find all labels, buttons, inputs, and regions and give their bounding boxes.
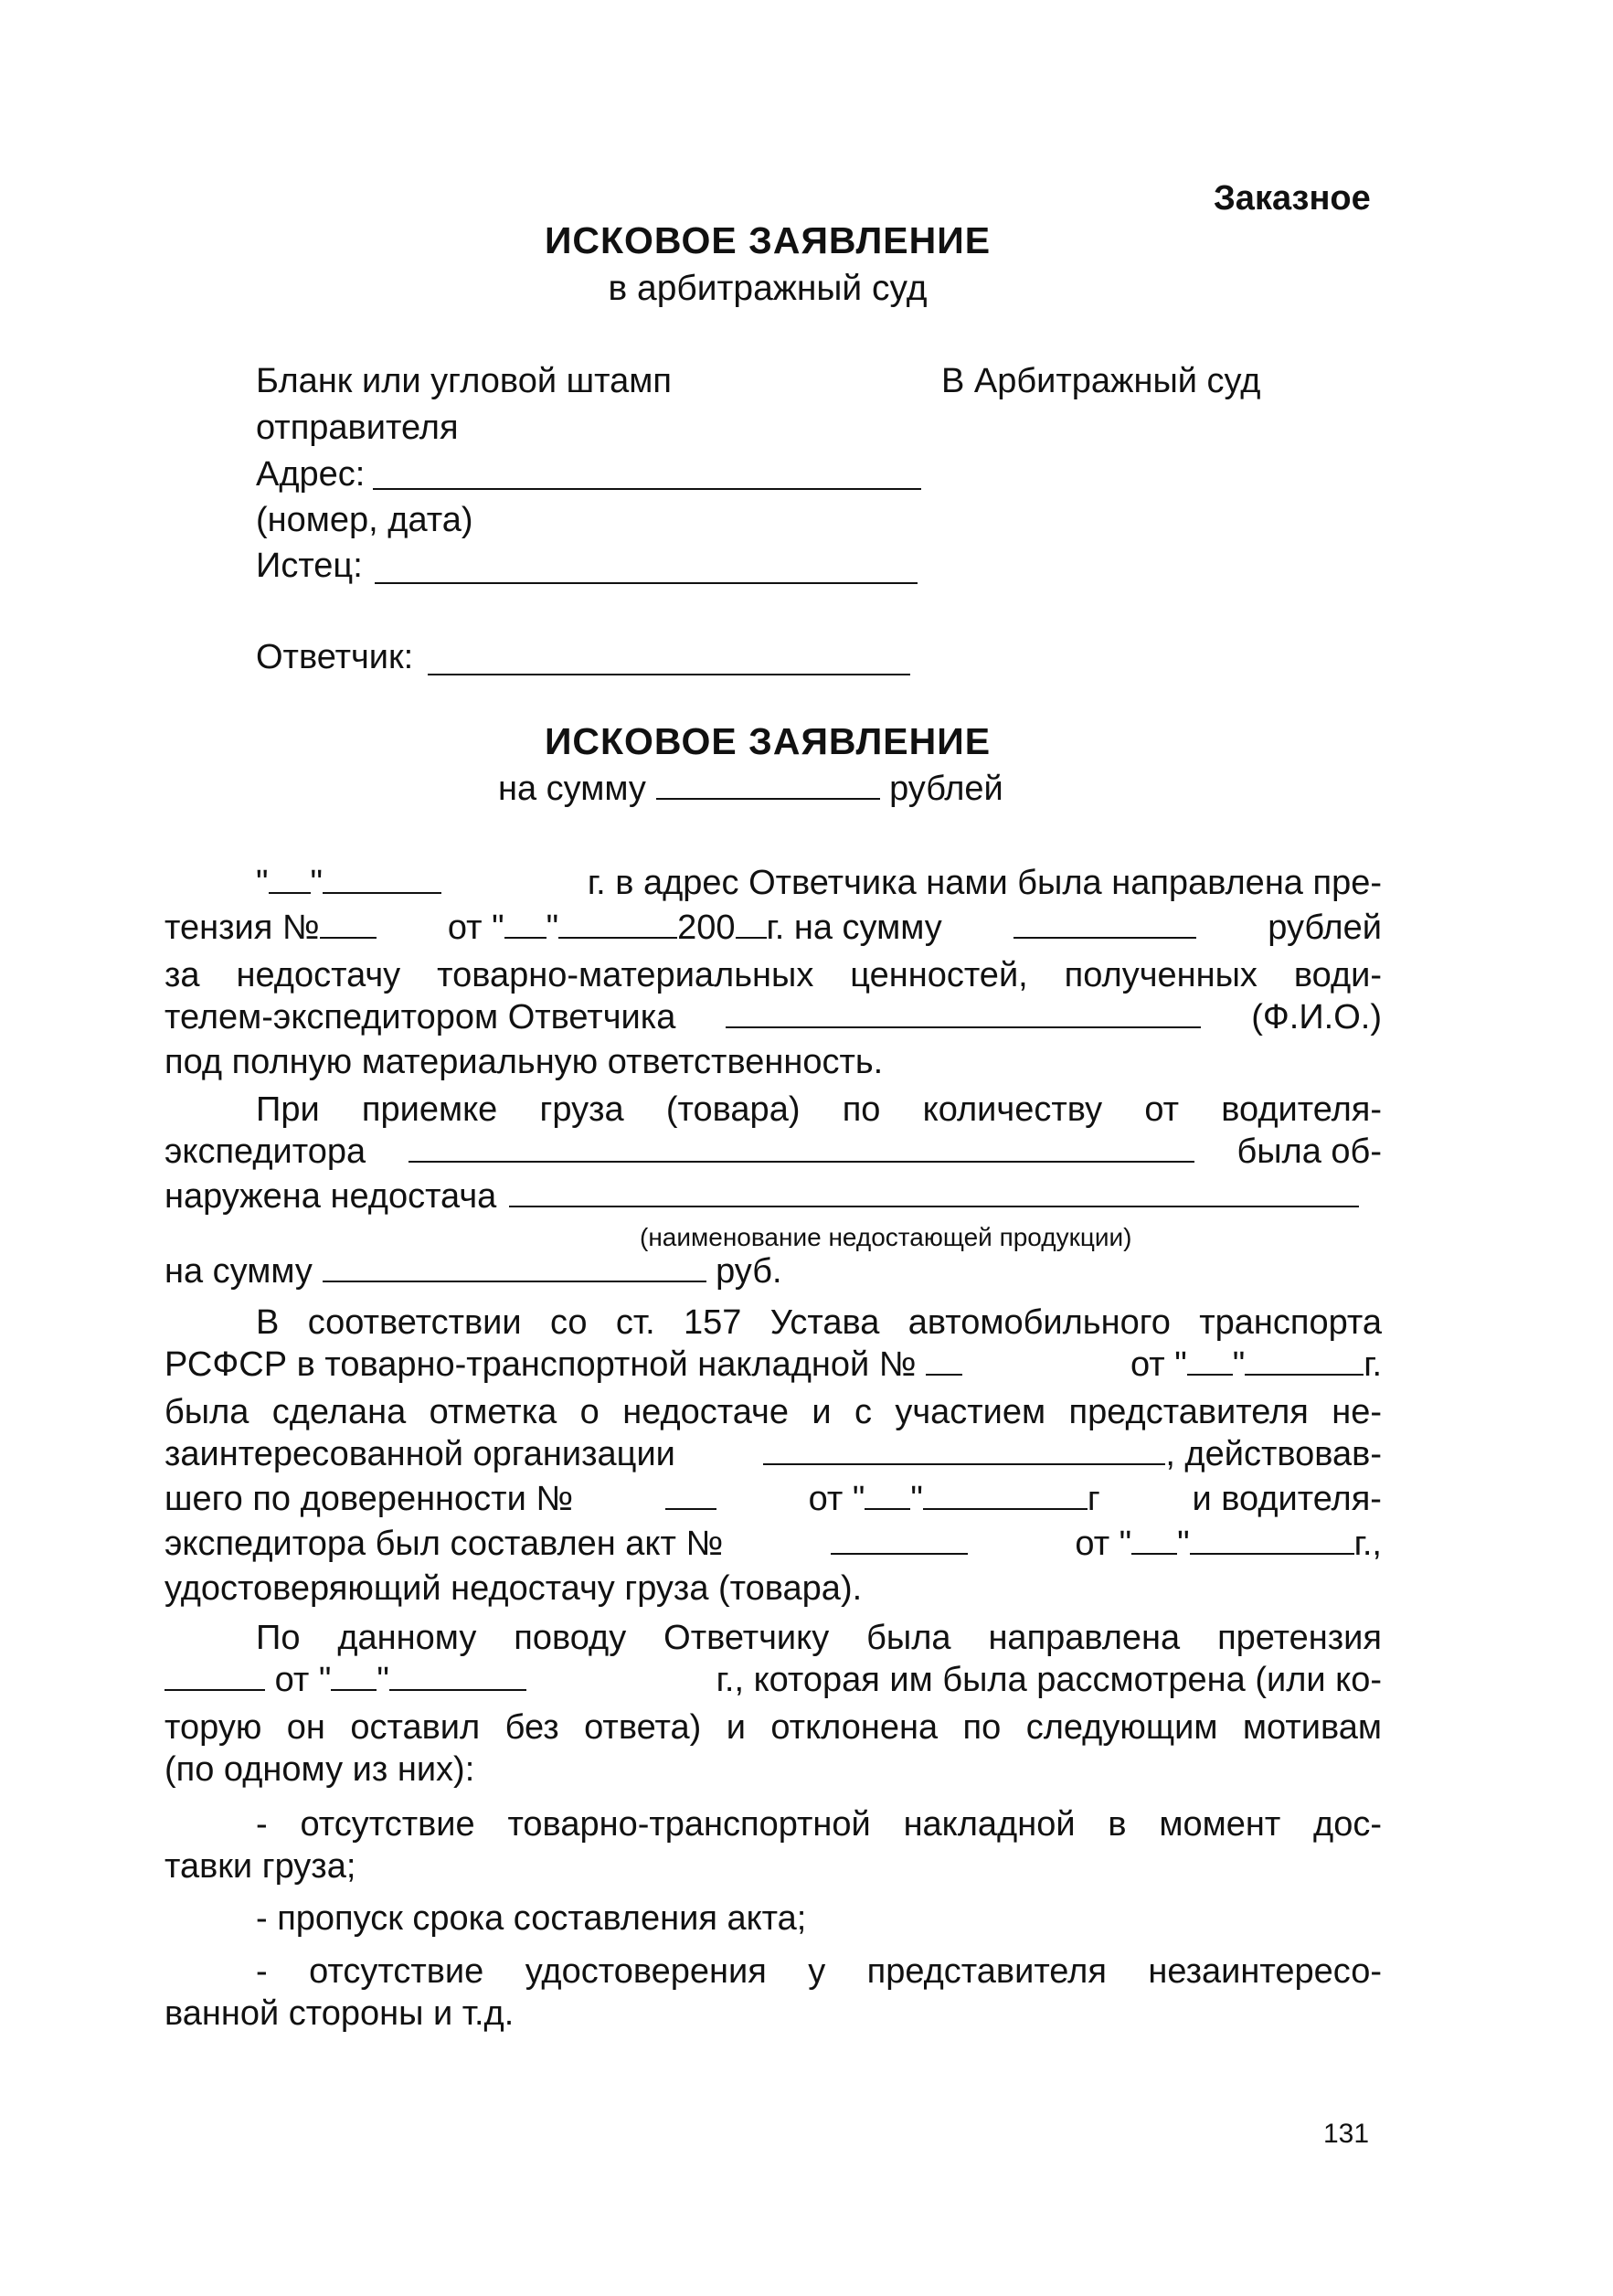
bullet-3-line1: - отсутствие удостоверения у представителя незаинтересо- [256,1952,1382,1991]
shortage-sum-label: на сумму [164,1252,313,1291]
bullet-3-line2: ванной стороны и т.д. [164,1994,515,2033]
act-label: экспедитора был составлен акт № [164,1525,724,1563]
para1-line4 [164,998,1382,1037]
para3-line5 [164,1480,1382,1519]
rejection-quote-close: " [377,1661,389,1699]
sender-blank-label: Бланк или угловой штамп [256,362,672,400]
claim-amount-field [1013,911,1196,939]
waybill-number-field [926,1348,962,1376]
plaintiff-field [375,553,918,584]
shortage-caption: (наименование недостающей продукции) [640,1223,1132,1251]
para3-line7: удостоверяющий недостачу груза (товара). [164,1569,863,1608]
para3-line3: была сделана отметка о недостаче и с участием представителя не- [164,1393,1382,1431]
rejection-month-field [389,1664,526,1691]
waybill-month-field [1245,1348,1364,1376]
poa-quote-close: " [910,1480,923,1518]
para2-line2-end: была об- [1236,1132,1382,1171]
claim-month-field [558,911,677,939]
para2-line1: При приемке груза (товара) по количеству от водителя- [256,1090,1382,1129]
defendant-field [428,644,910,675]
shortage-product-field [509,1180,1359,1207]
rejection-day-field [331,1664,377,1691]
claim-title: ИСКОВОЕ ЗАЯВЛЕНИЕ [544,720,992,762]
power-of-attorney-number-field [665,1483,716,1510]
defendant-label: Ответчик: [256,638,414,676]
poa-month-field [923,1483,1088,1510]
driver-label: телем-экспедитором Ответчика [164,998,676,1036]
claim-sum-label: г. на сумму [766,909,942,947]
para2-line3 [164,1177,1382,1217]
claim-year-prefix: 200 [677,909,736,947]
para4-line1: По данному поводу Ответчику была направлена претензия [256,1619,1382,1657]
poa-day-field [865,1483,910,1510]
shortage-currency: руб. [716,1252,782,1291]
act-day-field [1131,1527,1177,1555]
para4-line2 [164,1661,1382,1700]
plaintiff-label: Истец: [256,547,363,585]
para1-line3: за недостачу товарно-материальных ценностей, полученных води- [164,956,1382,994]
rejection-number-field [164,1664,265,1691]
claim-sum-prefix: на сумму [498,770,646,808]
para3-line4-end: , действовав- [1165,1435,1382,1473]
bullet-1-line2: тавки груза; [164,1847,356,1886]
para1-line1-text: г. в адрес Ответчика нами была направлена пре- [587,864,1382,902]
page-number: 131 [1323,2119,1370,2149]
act-date-label: от " [1075,1525,1132,1563]
poa-date-label: от " [808,1480,865,1518]
number-date-label: (номер, дата) [256,501,473,539]
quote-close: " [310,864,323,902]
address-field [373,459,921,490]
para1-line5: под полную материальную ответственность. [164,1043,884,1081]
waybill-label: РСФСР в товарно-транспортной накладной № [164,1345,917,1384]
day-field [269,866,311,894]
rejection-date-label: от " [274,1661,332,1699]
para4-line4: (по одному из них): [164,1750,475,1789]
para3-line2 [164,1345,1382,1385]
forwarder-label: экспедитора [164,1132,366,1171]
para2-line2 [164,1132,1382,1172]
act-number-field [831,1527,968,1555]
registered-mail-stamp: Заказное [1214,179,1371,218]
sender-blank-label-2: отправителя [256,409,459,447]
claim-sum-suffix: рублей [889,770,1003,808]
document-title: ИСКОВОЕ ЗАЯВЛЕНИЕ [544,219,992,261]
claim-sum-line [498,770,1003,809]
waybill-year-suffix: г. [1364,1345,1382,1384]
driver-fio-label: (Ф.И.О.) [1251,998,1382,1036]
poa-year-suffix: г [1087,1480,1100,1518]
waybill-date-label: от " [1130,1345,1187,1384]
claim-year-field [736,911,767,939]
shortage-sum-field [323,1255,706,1282]
para3-line6 [164,1525,1382,1564]
para3-line4 [164,1435,1382,1474]
quote-open: " [256,864,269,902]
para3-line5-end: и водителя- [1192,1480,1382,1518]
claim-quote-close: " [546,909,559,947]
para1-line1 [256,864,1382,903]
organization-field [763,1438,1165,1465]
shortage-label: наружена недостача [164,1177,497,1216]
claim-currency: рублей [1268,909,1382,947]
power-of-attorney-label: шего по доверенности № [164,1480,574,1518]
organization-label: заинтересованной организации [164,1435,675,1473]
bullet-1-line1: - отсутствие товарно-транспортной накладной в момент дос- [256,1805,1382,1844]
para1-line2 [164,909,1382,948]
para4-line2-end: г., которая им была рассмотрена (или ко- [716,1661,1382,1699]
claim-day-field [504,911,547,939]
act-quote-close: " [1177,1525,1190,1563]
claim-number-label: тензия № [164,909,320,947]
driver-name-field [726,1001,1201,1028]
para2-line4 [164,1252,782,1292]
month-field [323,866,441,894]
waybill-day-field [1187,1348,1233,1376]
claim-sum-field [656,772,880,800]
para4-line3: торую он оставил без ответа) и отклонена по следующим мотивам [164,1708,1382,1747]
bullet-2: - пропуск срока составления акта; [256,1899,807,1938]
act-month-field [1190,1527,1354,1555]
forwarder-field [409,1135,1194,1163]
act-year-suffix: г., [1353,1525,1382,1563]
claim-number-field [320,911,377,939]
waybill-quote-close: " [1232,1345,1246,1384]
claim-date-label: от " [447,909,504,947]
para3-line1: В соответствии со ст. 157 Устава автомобильного транспорта [256,1303,1382,1342]
court-addressee: В Арбитражный суд [941,362,1261,400]
address-label: Адрес: [256,455,366,494]
document-subtitle: в арбитражный суд [608,269,928,308]
